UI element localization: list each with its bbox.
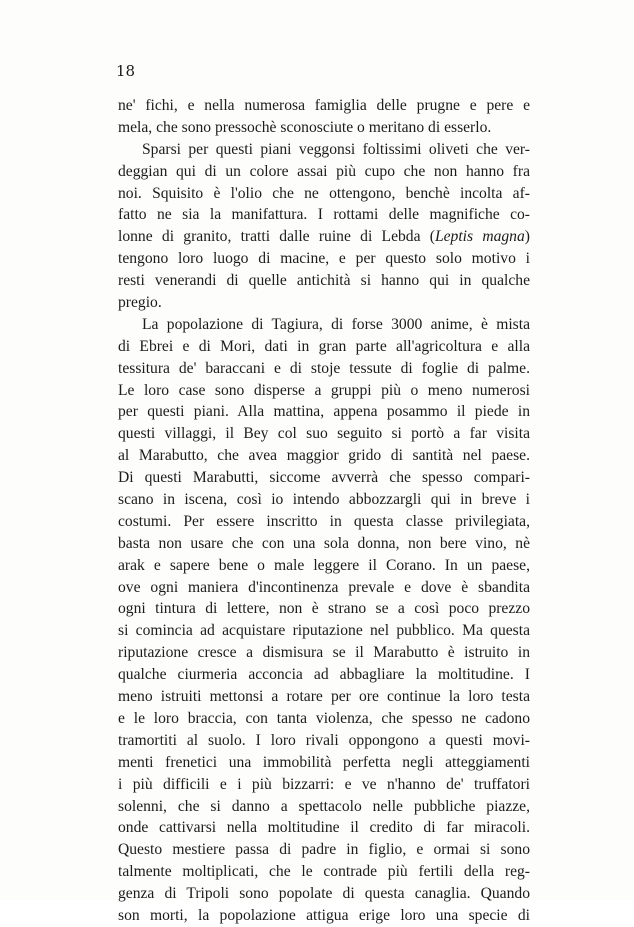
text-line: tengono loro luogo di macine, e per questo solo motivo i	[118, 250, 530, 268]
text-segment: )	[524, 228, 530, 246]
text-line: ne' fichi, e nella numerosa famiglia delle prugne e pere e	[118, 97, 530, 114]
text-line: talmente moltiplicati, che le contrade più fertili della reg-	[118, 863, 530, 881]
text-line	[118, 226, 530, 248]
text-line: riputazione cresce a dismisura se il Marabutto è istruito in	[118, 644, 530, 662]
text-line: per questi piani. Alla mattina, appena posammo il piede in	[118, 403, 530, 421]
text-line: Questo mestiere passa di padre in figlio, e ormai si sono	[118, 841, 530, 859]
text-line: di Ebrei e di Mori, dati in gran parte all'agricoltura e alla	[118, 337, 530, 355]
text-line: e le loro braccia, con tanta violenza, che spesso ne cadono	[118, 709, 530, 727]
text-line: deggian qui di un colore assai più cupo che non hanno fra	[118, 162, 530, 180]
text-line: menti frenetici una immobilità perfetta negli atteggiamenti	[118, 753, 530, 771]
text-line: scano in iscena, così io intendo abbozzargli qui in breve i	[118, 491, 530, 509]
text-line: onde cattivarsi nella moltitudine il credito di far miracoli.	[118, 819, 530, 837]
text-line: si comincia ad acquistare riputazione nel pubblico. Ma questa	[118, 622, 530, 640]
body-text	[118, 95, 530, 927]
text-line: genza di Tripoli sono popolate di questa canaglia. Quando	[118, 885, 530, 903]
text-line: Di questi Marabutti, siccome avverrà che spesso compari-	[118, 469, 530, 487]
text-line: noi. Squisito è l'olio che ne ottengono, benchè incolta af-	[118, 184, 530, 202]
text-line: tessitura de' baraccani e di stoje tessute di foglie di palme.	[118, 359, 530, 377]
text-line: son morti, la popolazione attigua erige loro una specie di	[118, 906, 530, 924]
text-line: costumi. Per essere inscritto in questa classe privilegiata,	[118, 512, 530, 530]
text-line: i più difficili e i più bizzarri: e ve n'hanno de' truffatori	[118, 775, 530, 793]
text-line: La popolazione di Tagiura, di forse 3000 anime, è mista	[142, 315, 530, 333]
text-line: Le loro case sono disperse a gruppi più o meno numerosi	[118, 381, 530, 399]
text-line: questi villaggi, il Bey col suo seguito si portò a far visita	[118, 425, 530, 443]
text-line: ogni tintura di lettere, non è strano se a così poco prezzo	[118, 600, 530, 618]
text-line: solenni, che si danno a spettacolo nelle pubbliche piazze,	[118, 797, 530, 815]
text-line: fatto ne sia la manifattura. I rottami delle magnifiche co-	[118, 206, 530, 224]
text-line: al Marabutto, che avea maggior grido di santità nel paese.	[118, 447, 530, 465]
text-line: Sparsi per questi piani veggonsi foltissimi oliveti che ver-	[142, 140, 530, 158]
italic-latin-name: Leptis magna	[434, 228, 525, 246]
text-line: mela, che sono pressochè sconosciute o meritano di esserlo.	[118, 118, 492, 136]
text-line: resti venerandi di quelle antichità si hanno qui in qualche	[118, 272, 530, 290]
text-line: basta non usare che con una sola donna, non bere vino, nè	[118, 534, 530, 552]
text-segment: lonne di granito, tratti dalle ruine di Lebda (	[118, 228, 435, 246]
text-line: qualche ciurmeria acconcia ad abbagliare la moltitudine. I	[118, 666, 530, 684]
text-line: arak e sapere bene o male leggere il Corano. In un paese,	[118, 556, 530, 574]
text-line: meno istruiti mettonsi a rotare per ore continue la loro testa	[118, 688, 530, 706]
text-line: tramortiti al suolo. I loro rivali oppongono a questi movi-	[118, 731, 530, 749]
page-number: 18	[116, 62, 136, 80]
text-line: pregio.	[118, 294, 162, 312]
text-line: ove ogni maniera d'incontinenza prevale e dove è sbandita	[118, 578, 530, 596]
